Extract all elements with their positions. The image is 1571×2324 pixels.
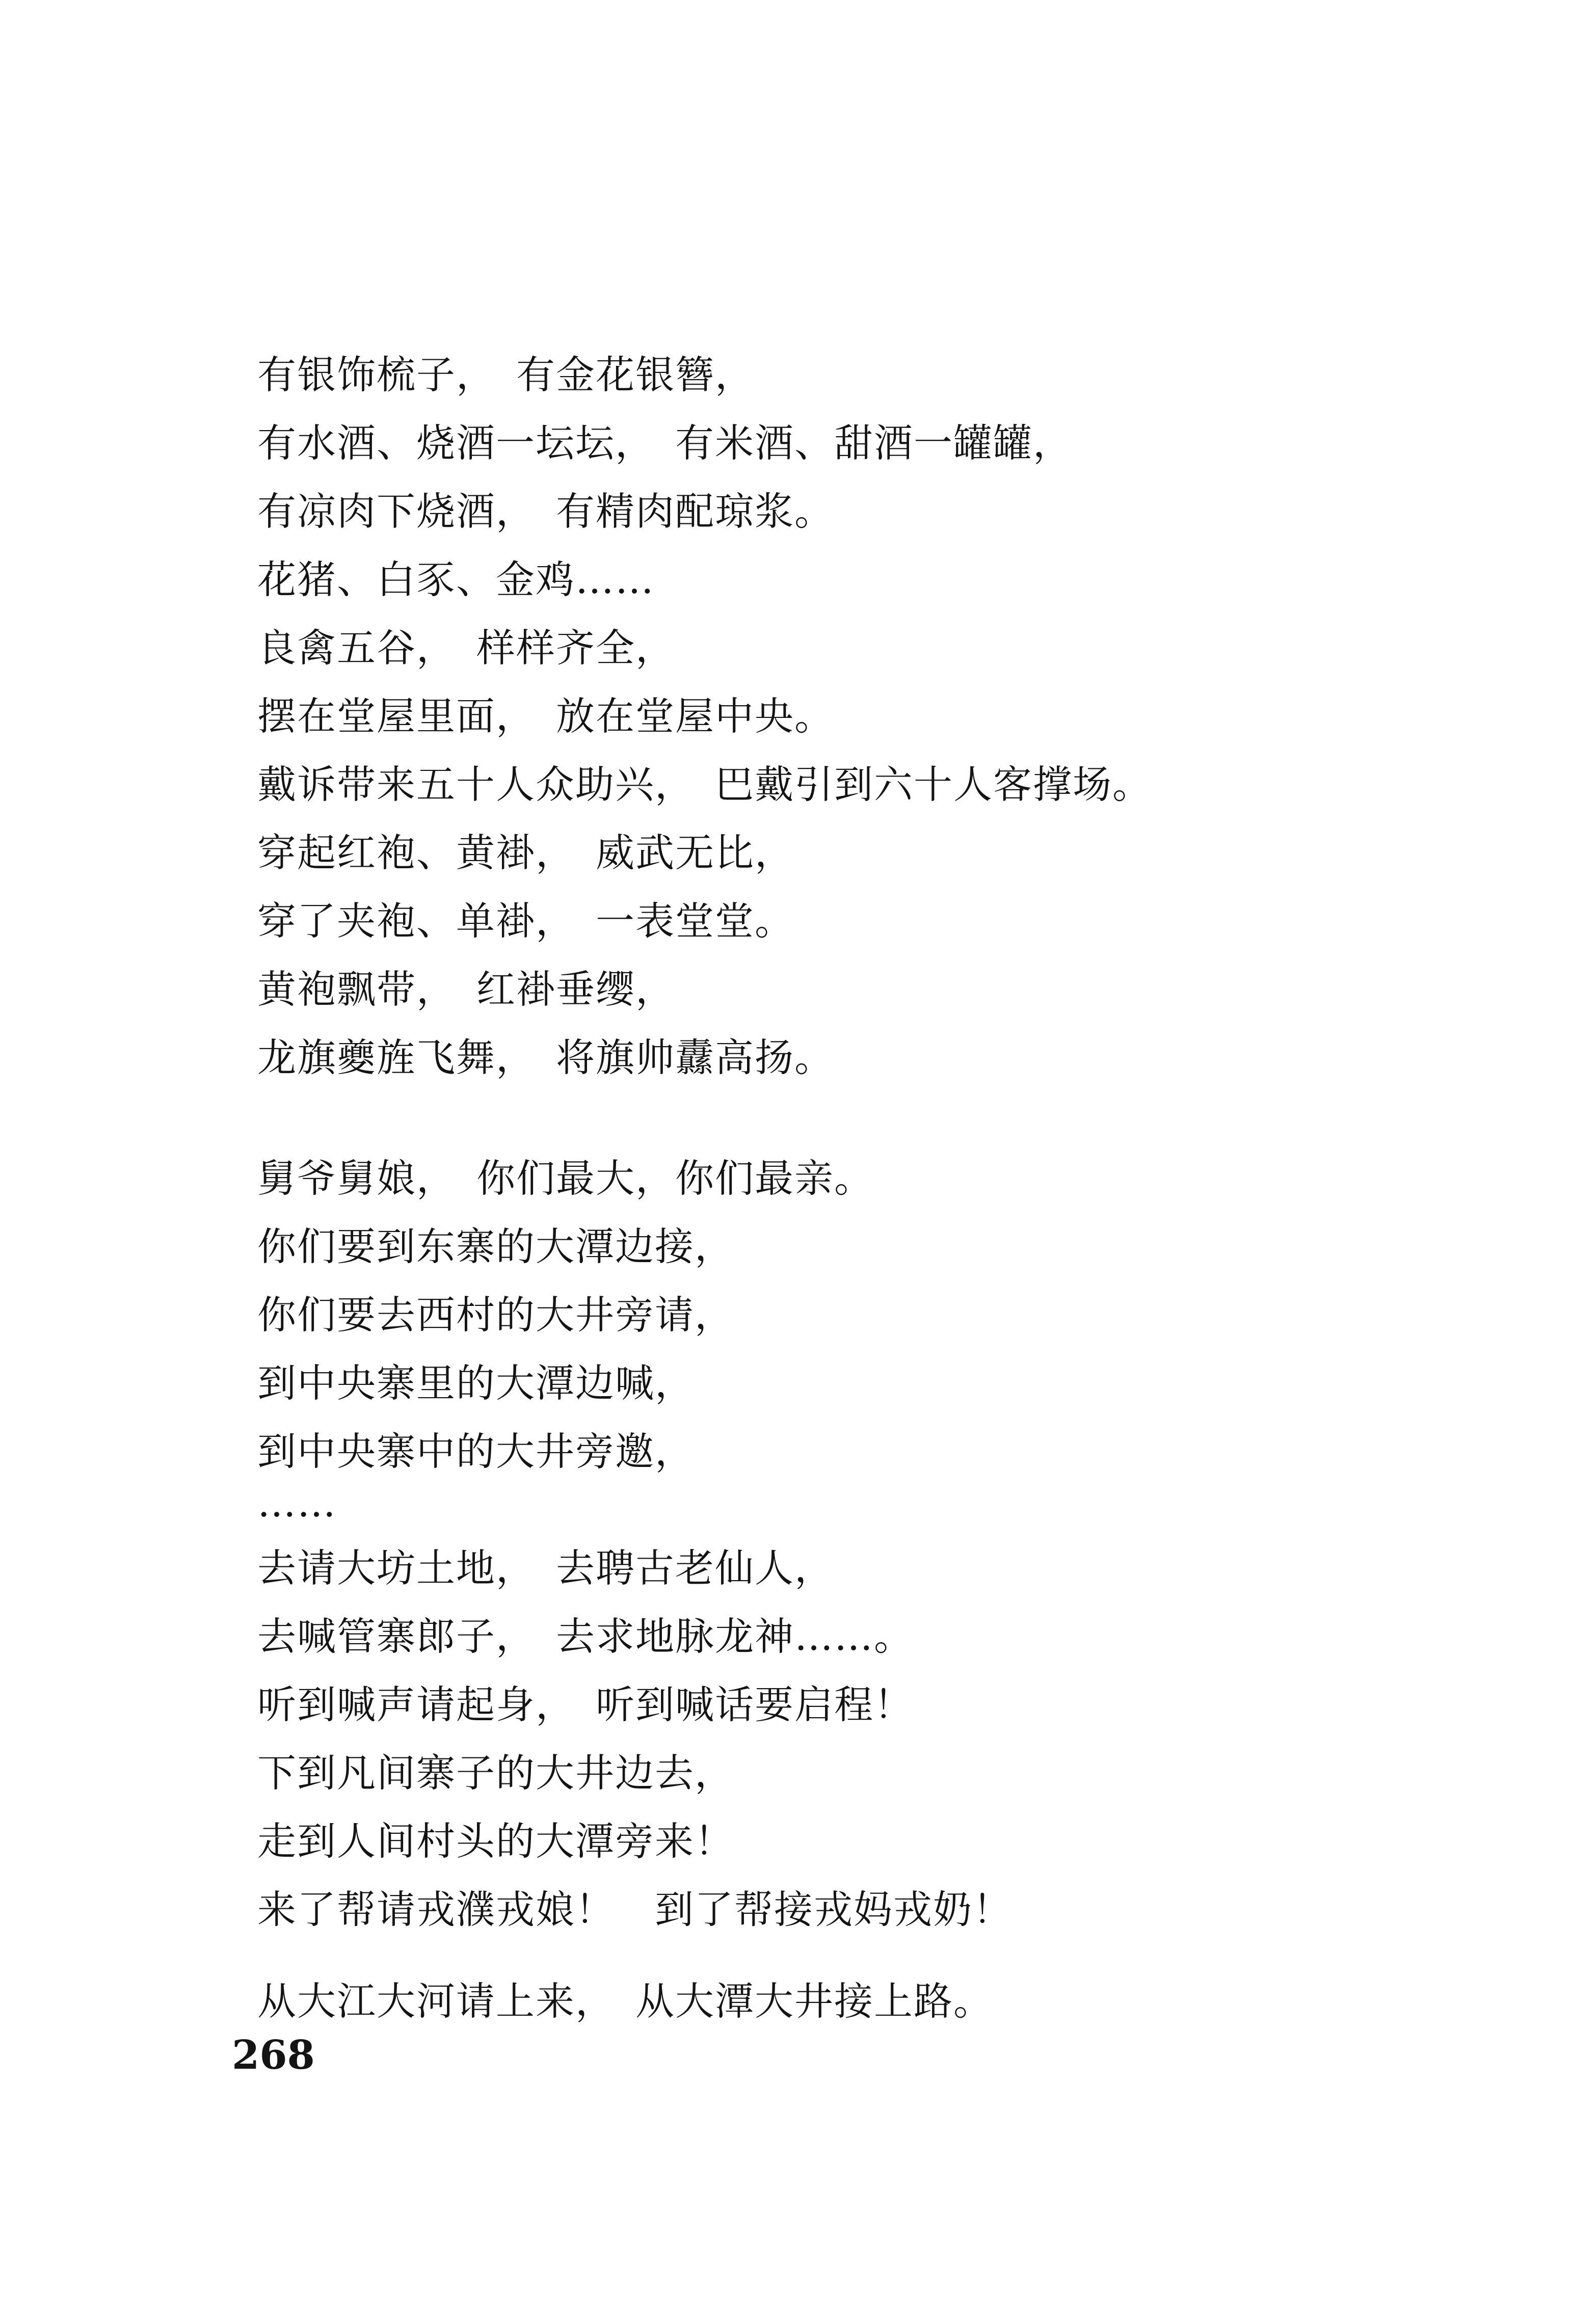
text-line: 良禽五谷， 样样齐全， — [257, 625, 675, 671]
text-line: 来了帮请戎濮戎娘！ 到了帮接戎妈戎奶！ — [257, 1887, 1013, 1932]
text-line: 有银饰梳子， 有金花银簪， — [257, 352, 755, 397]
text-line: 从大江大河请上来， 从大潭大井接上路。 — [257, 1979, 993, 2024]
text-line: 有凉肉下烧酒， 有精肉配琼浆。 — [257, 489, 834, 534]
text-line: 龙旗夔旌飞舞， 将旗帅纛高扬。 — [257, 1035, 834, 1080]
page-number: 268 — [232, 2032, 315, 2078]
text-line: 到中央寨里的大潭边喊， — [257, 1360, 695, 1406]
text-line: 摆在堂屋里面， 放在堂屋中央。 — [257, 693, 834, 739]
text-line: 到中央寨中的大井旁邀， — [257, 1429, 695, 1474]
text-line: 去喊管寨郎子， 去求地脉龙神……。 — [257, 1614, 914, 1659]
text-line: 去请大坊土地， 去聘古老仙人， — [257, 1545, 834, 1591]
text-line: 下到凡间寨子的大井边去， — [257, 1750, 734, 1796]
text-line: 舅爷舅娘， 你们最大，你们最亲。 — [257, 1156, 874, 1201]
text-line: 穿起红袍、黄褂， 威武无比， — [257, 830, 794, 875]
text-line: 穿了夹袍、单褂， 一表堂堂。 — [257, 898, 794, 944]
text-line: 戴诉带来五十人众助兴， 巴戴引到六十人客撑场。 — [257, 762, 1152, 807]
text-line: 听到喊声请起身， 听到喊话要启程！ — [257, 1682, 914, 1727]
text-line: 你们要到东寨的大潭边接， — [257, 1224, 734, 1269]
text-line: 有水酒、烧酒一坛坛， 有米酒、甜酒一罐罐， — [257, 420, 1073, 466]
text-line: …… — [257, 1480, 337, 1526]
text-line: 花猪、白豕、金鸡…… — [257, 557, 655, 602]
text-line: 黄袍飘带， 红褂垂缨， — [257, 967, 675, 1012]
text-line: 走到人间村头的大潭旁来！ — [257, 1819, 734, 1864]
text-line: 你们要去西村的大井旁请， — [257, 1292, 734, 1338]
